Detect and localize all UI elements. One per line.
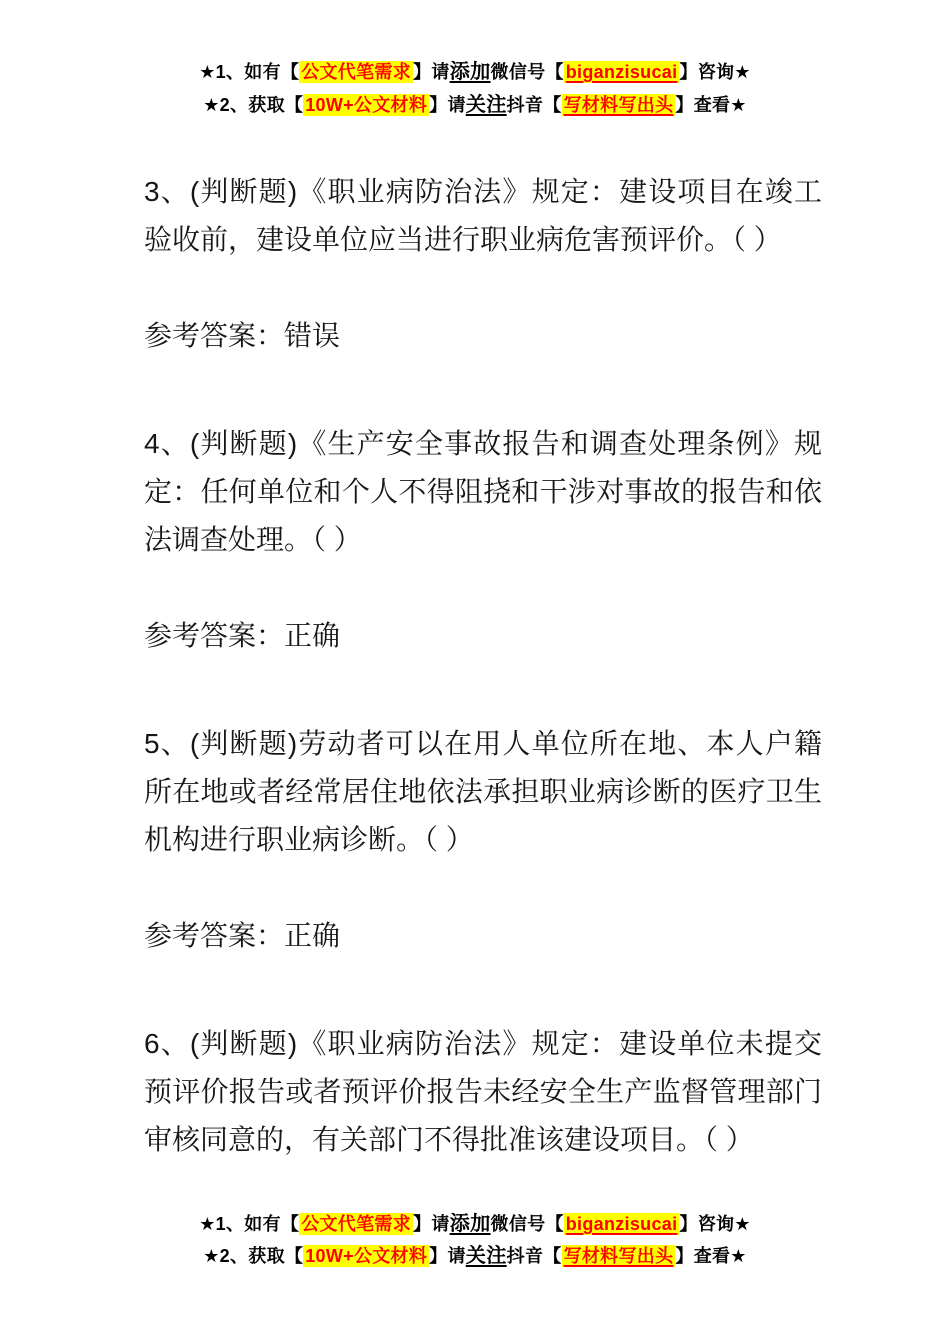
promo-text: 】请 <box>429 95 466 115</box>
promo-text: 抖音【 <box>506 1246 562 1266</box>
promo-text: 】请 <box>413 1214 450 1234</box>
promo-text: ★2、获取【 <box>203 1246 304 1266</box>
douyin-id: 写材料写出头 <box>563 95 674 115</box>
promo-highlight: 10W+公文材料 <box>305 95 428 115</box>
promo-underline: 添加 <box>449 1213 491 1235</box>
answer-3-text: 参考答案：错误 <box>144 320 341 351</box>
question-list <box>144 168 822 1212</box>
wechat-id: biganzisucai <box>565 62 678 82</box>
header-promo-line-1 <box>0 56 950 89</box>
promo-text: 】咨询★ <box>679 1214 751 1234</box>
footer-promo-banner <box>0 1208 950 1272</box>
promo-underline: 关注 <box>465 1245 507 1267</box>
header-promo-line-2 <box>0 89 950 122</box>
promo-underline: 添加 <box>449 61 491 83</box>
promo-text: 】请 <box>429 1246 466 1266</box>
promo-text: 微信号【 <box>490 62 564 82</box>
promo-text: 】请 <box>413 62 450 82</box>
promo-highlight: 10W+公文材料 <box>305 1246 428 1266</box>
promo-text: 】咨询★ <box>679 62 751 82</box>
footer-promo-line-1 <box>0 1208 950 1240</box>
douyin-id: 写材料写出头 <box>563 1246 674 1266</box>
promo-text: 】查看★ <box>675 95 747 115</box>
promo-highlight: 公文代笔需求 <box>301 62 412 82</box>
answer-5-text: 参考答案：正确 <box>144 920 341 951</box>
question-5-text: 5、(判断题)劳动者可以在用人单位所在地、本人户籍所在地或者经常居住地依法承担职业病诊断的医疗卫生机构进行职业病诊断。（ ） <box>144 728 822 855</box>
header-promo-banner <box>0 56 950 122</box>
question-4-text: 4、(判断题)《生产安全事故报告和调查处理条例》规定：任何单位和个人不得阻挠和干涉对事故的报告和依法调查处理。（ ） <box>144 428 822 555</box>
wechat-id: biganzisucai <box>565 1214 678 1234</box>
promo-text: 微信号【 <box>490 1214 564 1234</box>
promo-text: ★2、获取【 <box>203 95 304 115</box>
question-6-text: 6、(判断题)《职业病防治法》规定：建设单位未提交预评价报告或者预评价报告未经安全生产监督管理部门审核同意的，有关部门不得批准该建设项目。（ ） <box>144 1028 822 1155</box>
answer-4-text: 参考答案：正确 <box>144 620 341 651</box>
promo-underline: 关注 <box>465 94 507 116</box>
promo-text: 】查看★ <box>675 1246 747 1266</box>
footer-promo-line-2 <box>0 1240 950 1272</box>
promo-text: ★1、如有【 <box>199 1214 300 1234</box>
question-3-text: 3、(判断题)《职业病防治法》规定：建设项目在竣工验收前，建设单位应当进行职业病危害预评价。（ ） <box>144 176 822 255</box>
promo-highlight: 公文代笔需求 <box>301 1214 412 1234</box>
promo-text: ★1、如有【 <box>199 62 300 82</box>
promo-text: 抖音【 <box>506 95 562 115</box>
